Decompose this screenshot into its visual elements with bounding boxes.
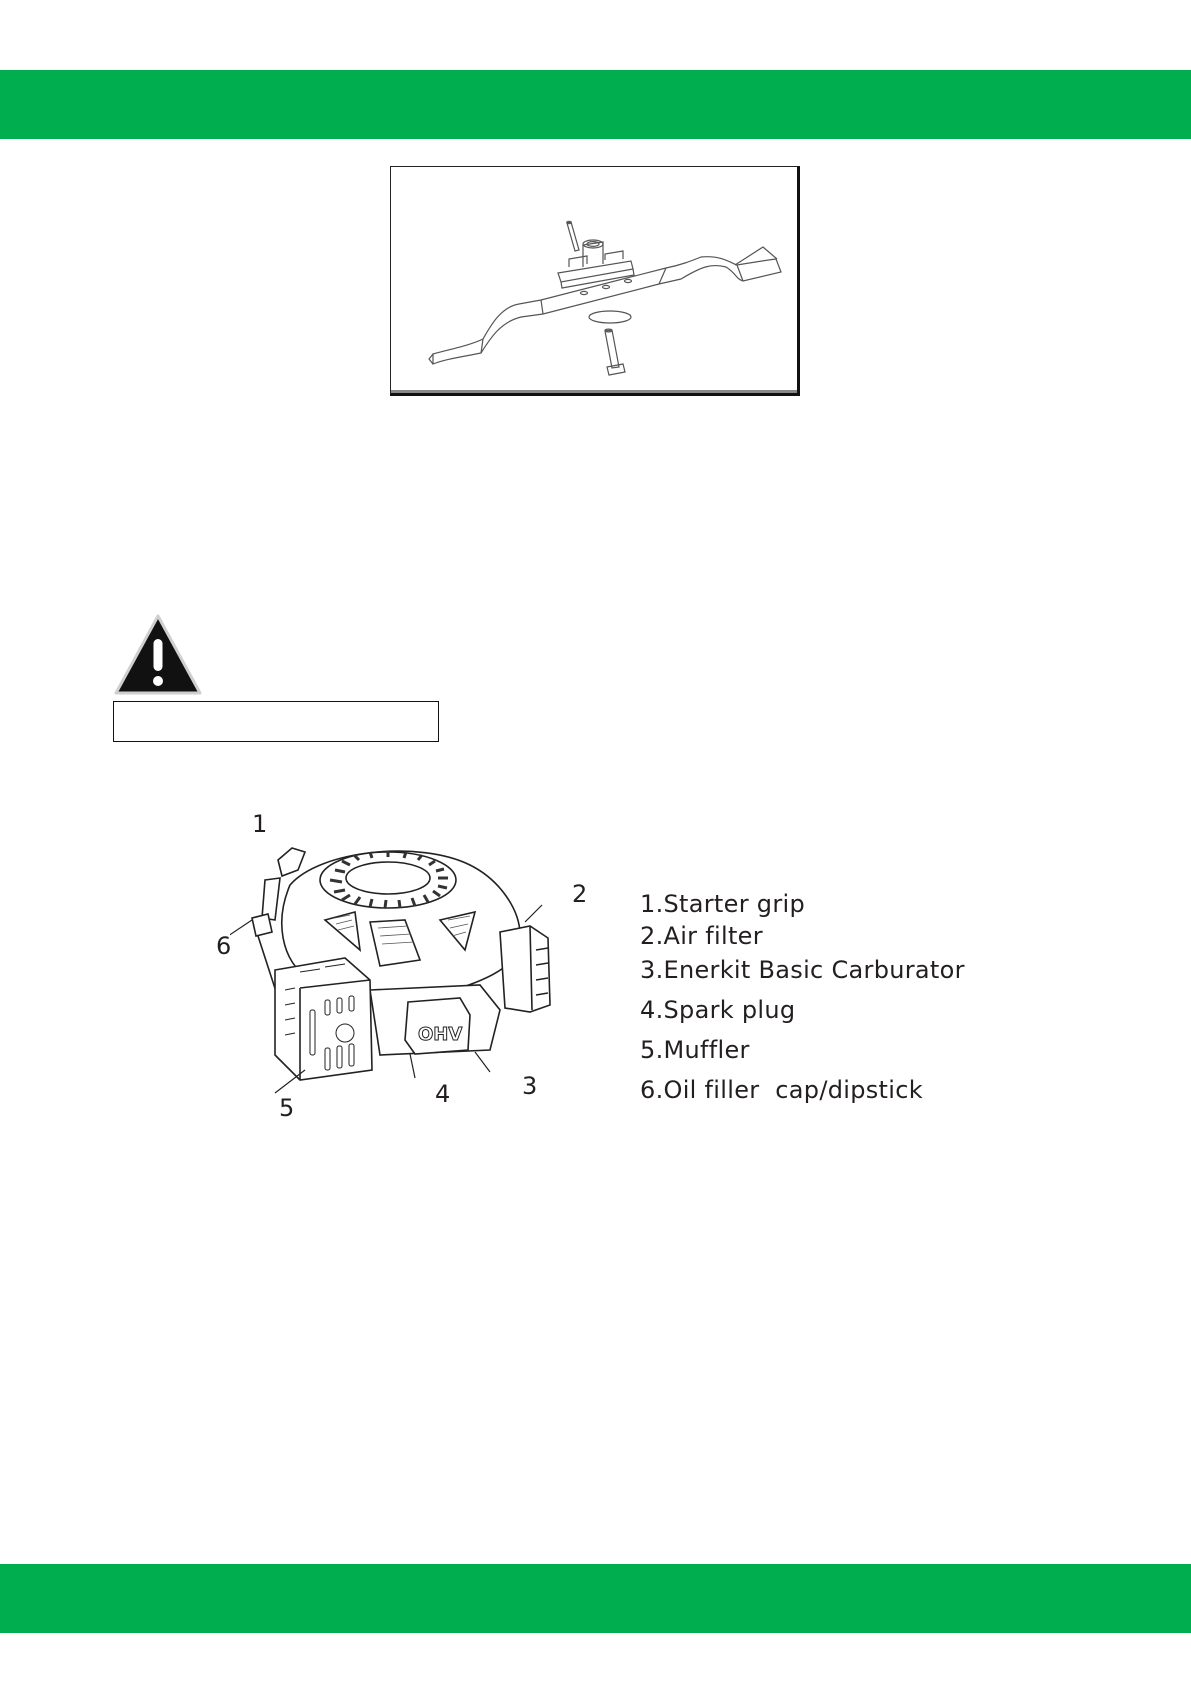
callout-1: 1 <box>252 810 268 838</box>
bolt-icon <box>605 329 625 375</box>
legend-item-oil-filler: 6.Oil filler cap/dipstick <box>640 1076 923 1104</box>
engine-figure <box>216 810 610 1160</box>
blade-assembly-figure <box>390 166 800 396</box>
mower-blade-icon <box>429 247 781 364</box>
footer-band <box>0 1564 1191 1633</box>
washer-icon <box>589 311 631 323</box>
legend-item-spark-plug: 4.Spark plug <box>640 996 796 1024</box>
callout-3: 3 <box>522 1072 538 1100</box>
ohv-label: OHV <box>418 1024 463 1045</box>
legend-item-air-filter: 2.Air filter <box>640 922 763 950</box>
callout-2: 2 <box>572 880 588 908</box>
callout-4: 4 <box>435 1080 451 1108</box>
legend-item-starter-grip: 1.Starter grip <box>640 890 805 918</box>
key-pin-icon <box>567 221 579 251</box>
warning-triangle-icon <box>113 613 203 697</box>
warning-text-box <box>113 701 439 742</box>
callout-5: 5 <box>279 1094 295 1122</box>
legend-item-muffler: 5.Muffler <box>640 1036 750 1064</box>
blade-diagram-icon <box>391 167 797 393</box>
blade-adapter-icon <box>558 240 634 288</box>
header-band <box>0 70 1191 139</box>
legend-item-carburator: 3.Enerkit Basic Carburator <box>640 956 965 984</box>
callout-6: 6 <box>216 932 232 960</box>
